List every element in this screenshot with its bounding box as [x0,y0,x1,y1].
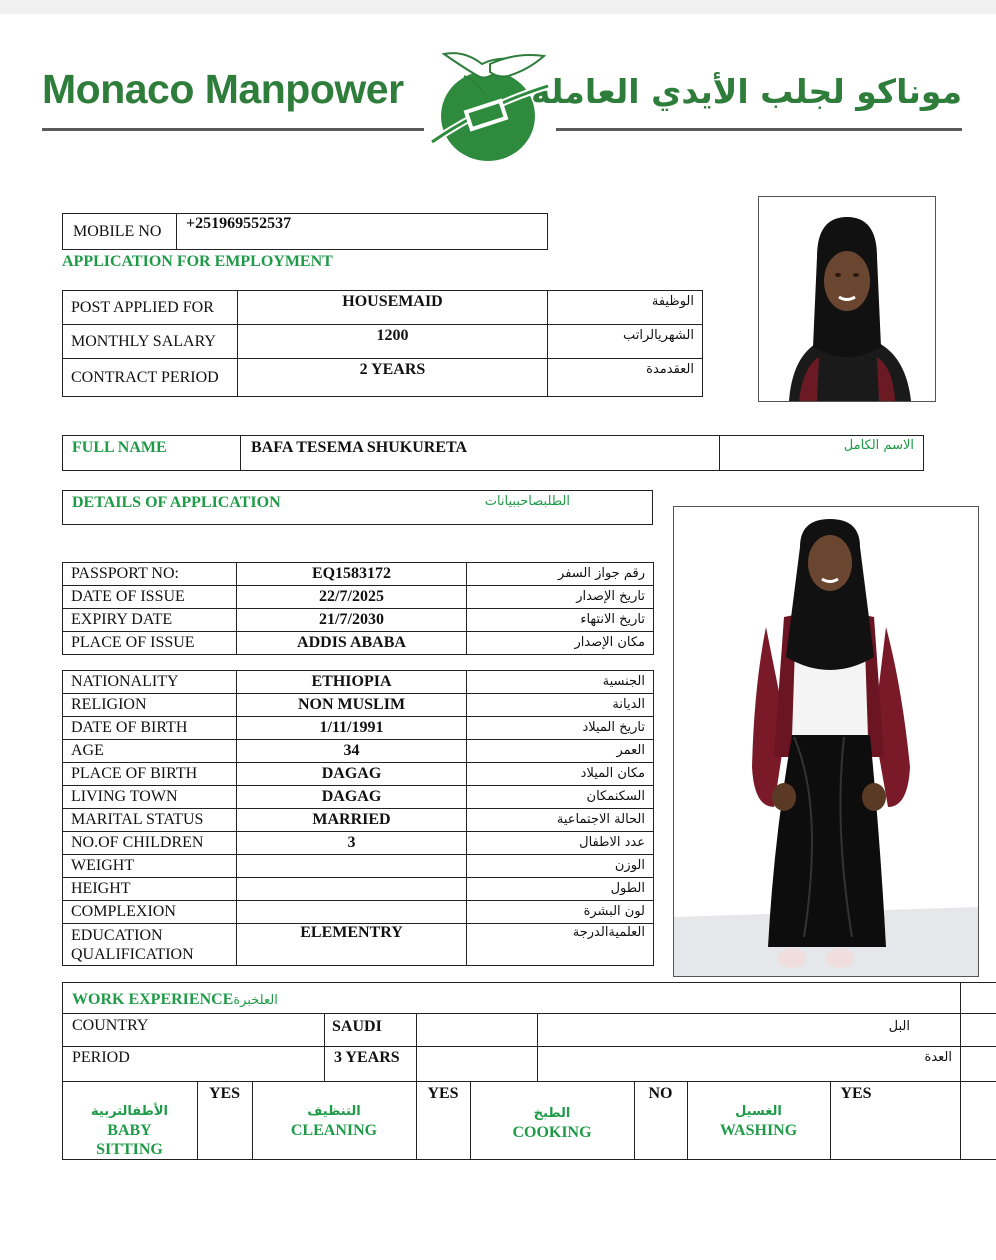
brand-name-english: Monaco Manpower [42,66,404,112]
skill-cleaning-en: CLEANING [290,1122,378,1139]
full-name-arabic: الاسم الكامل [843,438,914,453]
nationality-value: ETHIOPIA [237,671,467,694]
contract-value: 2 YEARS [238,359,548,397]
salary-label: MONTHLY SALARY [63,325,238,359]
weight-label: WEIGHT [63,855,237,878]
full-name-divider-2 [719,435,720,471]
skill-baby-sitting-ar: الأطفالتربية [91,1104,168,1119]
work-col-divider-1 [324,1013,325,1082]
table-row [63,291,703,325]
table-row [63,855,654,878]
period-arabic: العدة [924,1050,952,1065]
portrait-image [759,197,935,401]
date-of-issue-arabic: تاريخ الإصدار [467,586,654,609]
expiry-date-arabic: تاريخ الانتهاء [467,609,654,632]
passport-no-value: EQ1583172 [237,563,467,586]
table-row [63,763,654,786]
date-of-birth-arabic: تاريخ الميلاد [467,717,654,740]
expiry-date-label: EXPIRY DATE [63,609,237,632]
passport-table [62,562,654,655]
place-of-issue-value: ADDIS ABABA [237,632,467,655]
period-value: 3 YEARS [334,1049,400,1066]
post-label: POST APPLIED FOR [63,291,238,325]
living-town-value: DAGAG [237,786,467,809]
skill-divider-8 [960,1082,961,1160]
children-label: NO.OF CHILDREN [63,832,237,855]
work-title [72,991,278,1009]
table-row [63,671,654,694]
work-title-ar: العلخبرة [233,993,278,1008]
work-title-en: WORK EXPERIENCE [72,991,234,1008]
skill-cleaning [252,1102,416,1140]
religion-label: RELIGION [63,694,237,717]
skill-washing-ar: الغسيل [735,1104,782,1119]
skill-washing [687,1102,830,1140]
table-row [63,694,654,717]
details-arabic: الطلبصاحببيانات [484,494,570,509]
post-value: HOUSEMAID [238,291,548,325]
height-value [237,878,467,901]
table-row [63,901,654,924]
date-of-birth-value: 1/11/1991 [237,717,467,740]
date-of-issue-value: 22/7/2025 [237,586,467,609]
marital-status-value: MARRIED [237,809,467,832]
contract-arabic: العقدمدة [548,359,703,397]
work-right-divider [960,982,961,1082]
details-label: DETAILS OF APPLICATION [72,494,281,511]
complexion-arabic: لون البشرة [467,901,654,924]
full-body-photo [673,506,979,977]
height-label: HEIGHT [63,878,237,901]
table-row [63,586,654,609]
header-rule-left [42,128,424,131]
living-town-arabic: السكنمكان [467,786,654,809]
education-value: ELEMENTRY [237,924,467,966]
complexion-value [237,901,467,924]
table-row [63,878,654,901]
children-arabic: عدد الاطفال [467,832,654,855]
table-row [63,563,654,586]
children-value: 3 [237,832,467,855]
table-row [63,609,654,632]
place-of-birth-label: PLACE OF BIRTH [63,763,237,786]
work-divider-1 [62,1013,996,1014]
skill-baby-sitting-en2: SITTING [96,1141,163,1158]
table-row [63,809,654,832]
country-arabic: البل [888,1019,910,1034]
nationality-arabic: الجنسية [467,671,654,694]
nationality-label: NATIONALITY [63,671,237,694]
skill-baby-sitting-value: YES [208,1085,241,1102]
age-label: AGE [63,740,237,763]
religion-arabic: الديانة [467,694,654,717]
place-of-birth-value: DAGAG [237,763,467,786]
application-title: APPLICATION FOR EMPLOYMENT [62,253,333,270]
mobile-value: +251969552537 [186,215,292,232]
header-rule-right [556,128,962,131]
weight-value [237,855,467,878]
weight-arabic: الوزن [467,855,654,878]
work-divider-2 [62,1046,996,1047]
expiry-date-value: 21/7/2030 [237,609,467,632]
skill-cleaning-ar: التنظيف [307,1104,361,1119]
work-col-divider-2 [416,1013,417,1082]
country-value: SAUDI [332,1018,382,1035]
skill-washing-value: YES [840,1085,872,1102]
contract-label: CONTRACT PERIOD [63,359,238,397]
post-arabic: الوظيفة [548,291,703,325]
place-of-issue-arabic: مكان الإصدار [467,632,654,655]
skill-baby-sitting [62,1102,197,1159]
place-of-birth-arabic: مكان الميلاد [467,763,654,786]
education-arabic: العلميةالدرجة [467,924,654,966]
table-row [63,832,654,855]
work-col-divider-3 [537,1013,538,1082]
passport-no-arabic: رقم جواز السفر [467,563,654,586]
table-row [63,325,703,359]
date-of-issue-label: DATE OF ISSUE [63,586,237,609]
globe-birds-logo-icon [424,46,556,162]
full-body-image [674,507,978,976]
skill-cooking-value: NO [648,1085,673,1102]
marital-status-label: MARITAL STATUS [63,809,237,832]
portrait-photo [758,196,936,402]
skill-cooking [470,1104,634,1142]
marital-status-arabic: الحالة الاجتماعية [467,809,654,832]
table-row [63,924,654,966]
full-name-value: BAFA TESEMA SHUKURETA [251,439,468,456]
skill-washing-en: WASHING [719,1122,798,1139]
height-arabic: الطول [467,878,654,901]
table-row [63,740,654,763]
full-name-label: FULL NAME [72,439,167,456]
table-row [63,717,654,740]
brand-name-arabic: موناكو لجلب الأيدي العاملة [530,72,962,111]
table-row [63,359,703,397]
country-label: COUNTRY [72,1017,149,1034]
passport-no-label: PASSPORT NO: [63,563,237,586]
skill-cooking-en: COOKING [512,1124,592,1141]
full-name-divider-1 [240,435,241,471]
living-town-label: LIVING TOWN [63,786,237,809]
mobile-label: MOBILE NO [73,223,162,240]
skill-cooking-ar: الطبخ [533,1106,571,1121]
skill-cleaning-value: YES [427,1085,459,1102]
age-arabic: العمر [467,740,654,763]
salary-arabic: الشهريالراتب [548,325,703,359]
personal-table [62,670,654,966]
table-row [63,632,654,655]
religion-value: NON MUSLIM [237,694,467,717]
date-of-birth-label: DATE OF BIRTH [63,717,237,740]
place-of-issue-label: PLACE OF ISSUE [63,632,237,655]
age-value: 34 [237,740,467,763]
table-row [63,786,654,809]
education-label: EDUCATION QUALIFICATION [63,924,237,966]
skill-baby-sitting-en1: BABY [107,1122,152,1139]
complexion-label: COMPLEXION [63,901,237,924]
post-table [62,290,703,397]
mobile-divider [176,213,177,250]
salary-value: 1200 [238,325,548,359]
period-label: PERIOD [72,1049,130,1066]
